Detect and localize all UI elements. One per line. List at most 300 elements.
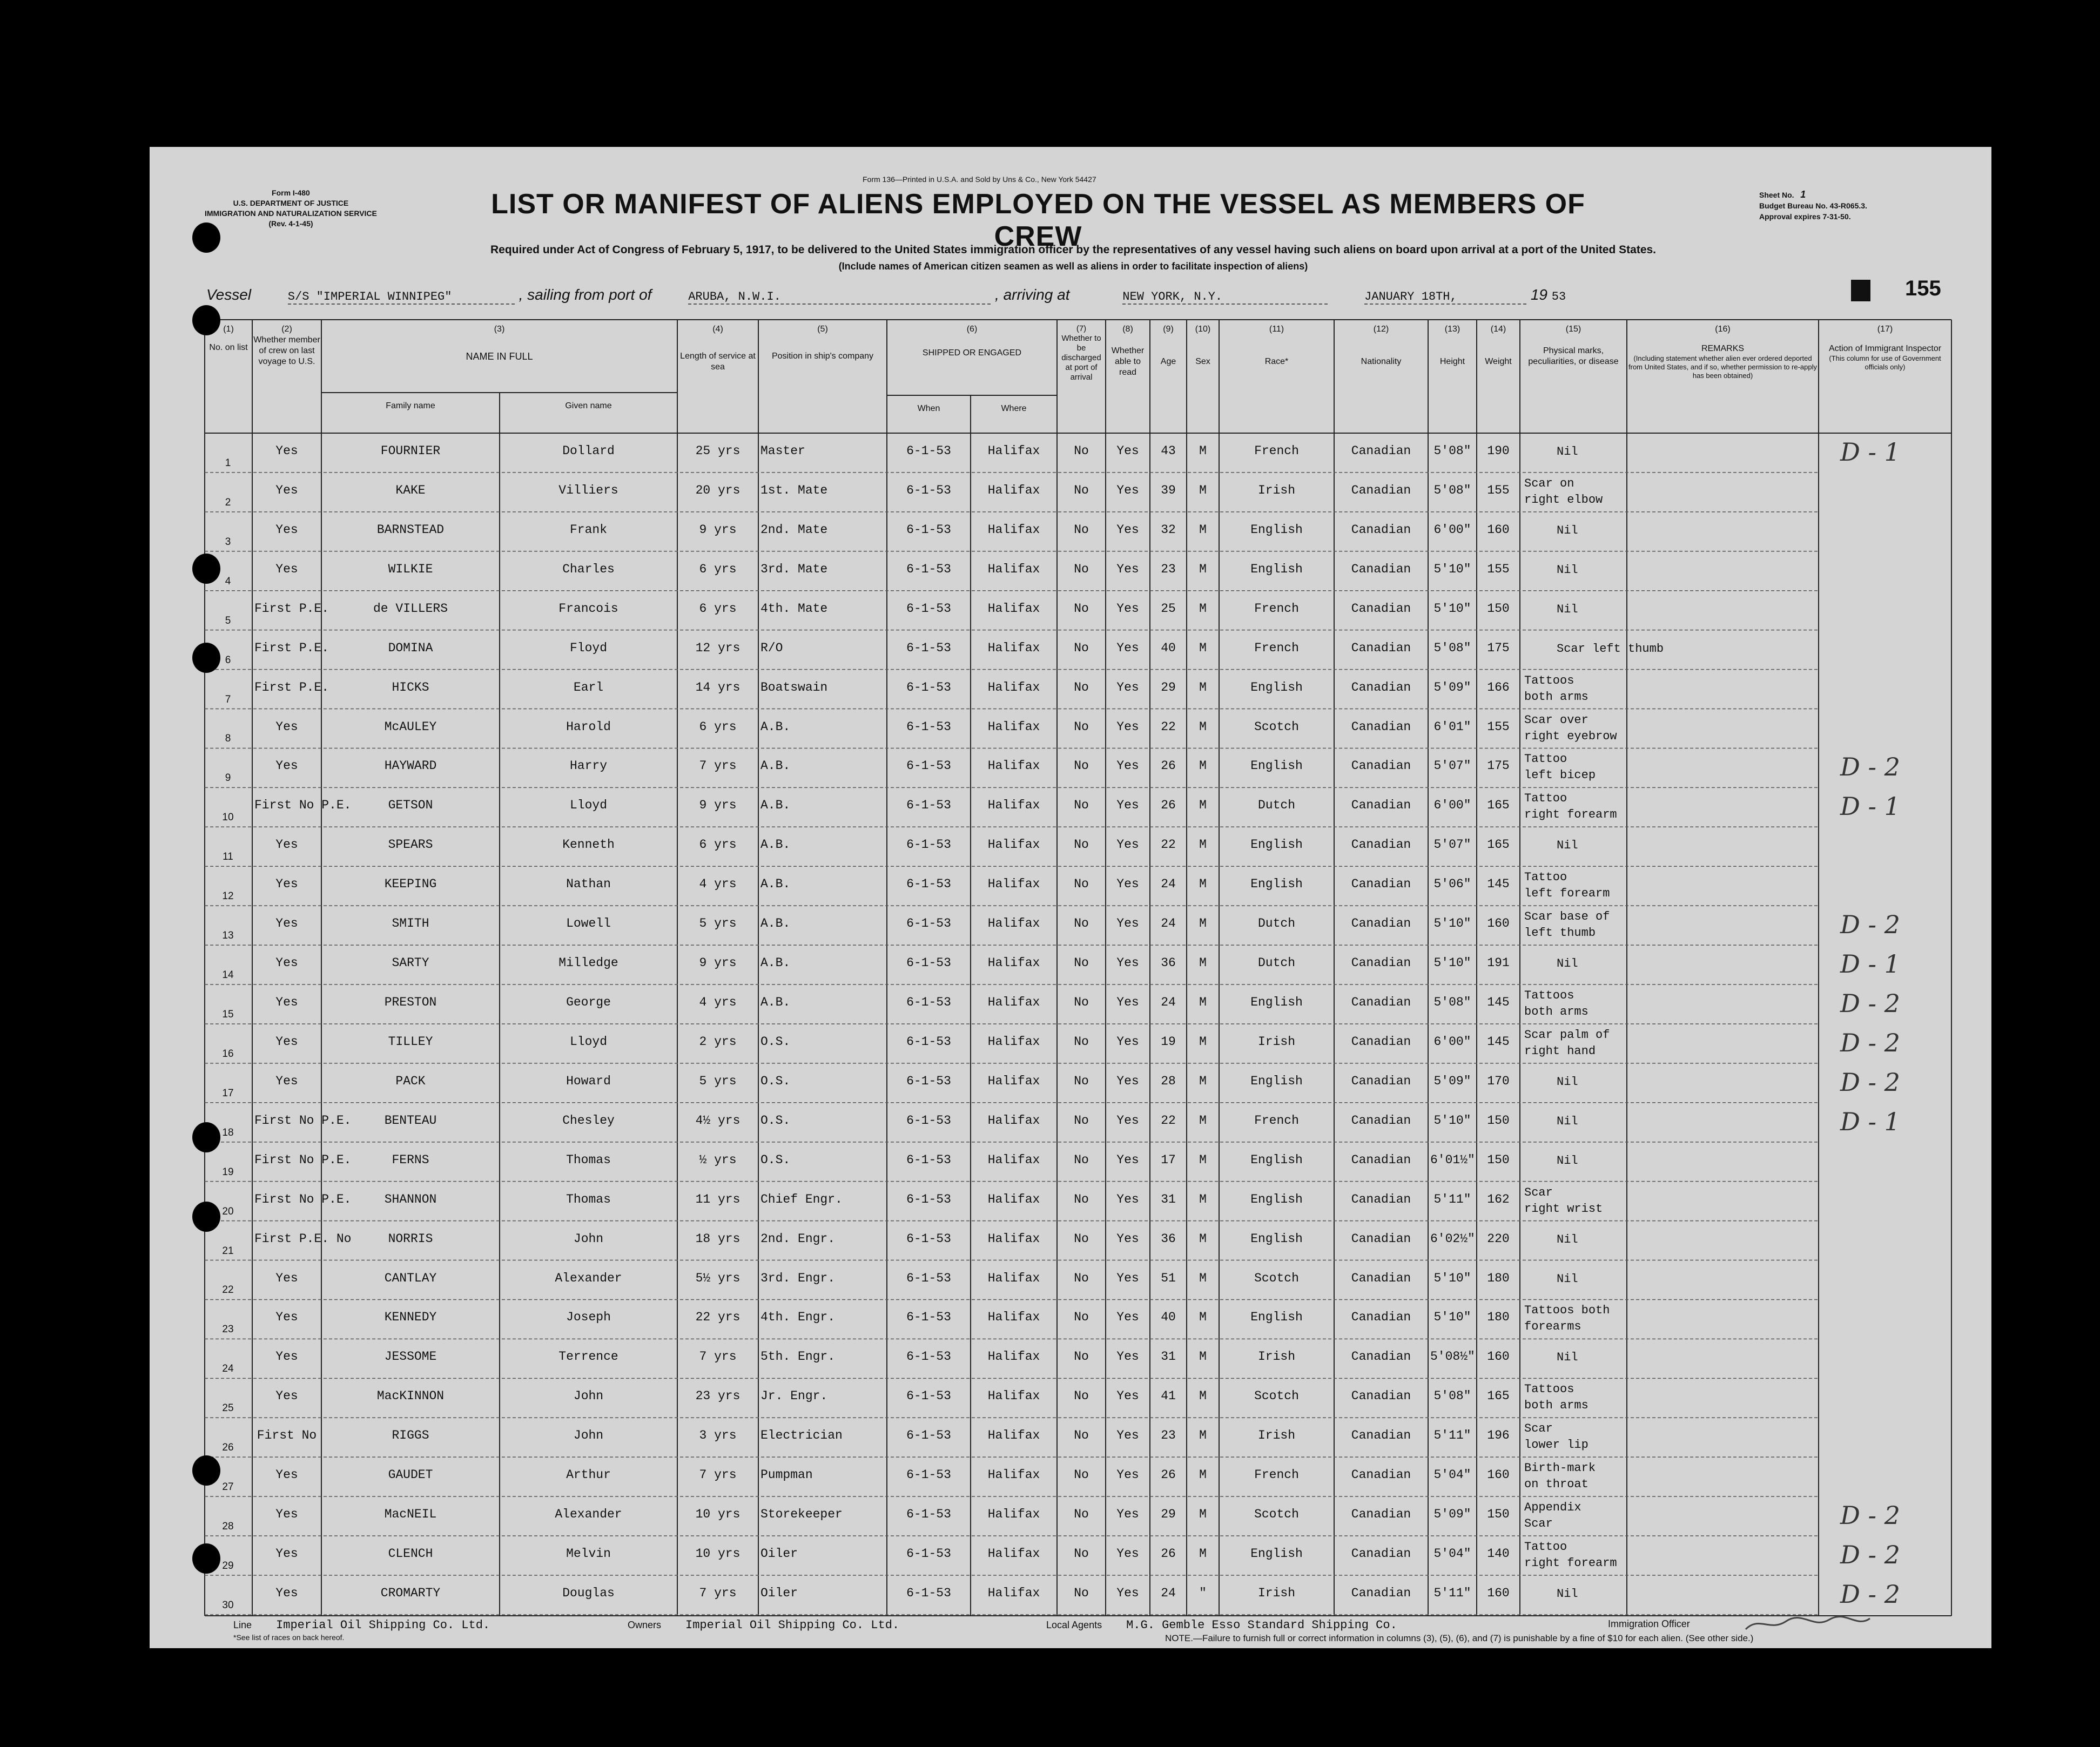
physical-marks-line: both arms bbox=[1524, 1399, 1589, 1413]
position-cell: A.B. bbox=[760, 877, 791, 892]
weight-cell: 190 bbox=[1487, 444, 1510, 458]
weight-cell: 170 bbox=[1487, 1074, 1510, 1088]
inspector-action-cell: D - 1 bbox=[1840, 792, 1900, 821]
sex-cell: M bbox=[1199, 1192, 1207, 1206]
shipped-when-cell: 6-1-53 bbox=[906, 1428, 951, 1443]
position-cell: A.B. bbox=[760, 916, 791, 931]
physical-marks-line: right eyebrow bbox=[1524, 729, 1617, 743]
shipped-where-cell: Halifax bbox=[987, 601, 1040, 616]
physical-marks-cell bbox=[1524, 523, 1848, 539]
shipped-where-header: Where bbox=[1001, 404, 1027, 413]
physical-marks-line: Nil bbox=[1557, 957, 1578, 971]
shipped-where-cell: Halifax bbox=[987, 995, 1040, 1010]
service-cell: 6 yrs bbox=[699, 601, 737, 616]
height-cell: 5'10" bbox=[1433, 1113, 1471, 1128]
physical-marks-cell bbox=[1524, 673, 1816, 705]
physical-marks-line: Tattoos bbox=[1524, 989, 1574, 1003]
service-cell: 11 yrs bbox=[695, 1192, 741, 1206]
height-cell: 5'04" bbox=[1433, 1468, 1471, 1482]
read-cell: Yes bbox=[1116, 1192, 1139, 1206]
discharge-cell: No bbox=[1074, 798, 1089, 813]
family-name-cell: WILKIE bbox=[388, 562, 433, 576]
given-name-cell: John bbox=[573, 1389, 604, 1404]
col-12-label: Nationality bbox=[1361, 357, 1402, 366]
weight-cell: 145 bbox=[1487, 1034, 1510, 1049]
col-17-label: Action of Immigrant Inspector bbox=[1828, 344, 1942, 353]
race-cell: English bbox=[1250, 1310, 1303, 1325]
physical-marks-cell bbox=[1524, 1232, 1848, 1248]
shipped-where-cell: Halifax bbox=[987, 1152, 1040, 1167]
col-16-label: REMARKS bbox=[1701, 344, 1745, 353]
race-cell: Irish bbox=[1257, 1034, 1295, 1049]
family-name-cell: PRESTON bbox=[384, 995, 437, 1010]
sex-cell: M bbox=[1199, 1428, 1207, 1443]
discharge-cell: No bbox=[1074, 719, 1089, 734]
position-cell: Master bbox=[760, 444, 805, 458]
weight-cell: 191 bbox=[1487, 956, 1510, 970]
nationality-cell: Canadian bbox=[1351, 1586, 1411, 1600]
member-cell: First No P.E. bbox=[254, 1192, 352, 1206]
height-cell: 5'07" bbox=[1433, 759, 1471, 773]
shipped-where-cell: Halifax bbox=[987, 759, 1040, 773]
shipped-when-cell: 6-1-53 bbox=[906, 1468, 951, 1482]
service-cell: 7 yrs bbox=[699, 1468, 737, 1482]
footer-owners bbox=[628, 1618, 899, 1632]
nationality-cell: Canadian bbox=[1351, 1389, 1411, 1404]
physical-marks-cell bbox=[1524, 1153, 1848, 1169]
punch-hole bbox=[192, 554, 220, 584]
read-cell: Yes bbox=[1116, 562, 1139, 576]
given-name-cell: John bbox=[573, 1428, 604, 1443]
discharge-cell: No bbox=[1074, 1271, 1089, 1285]
given-name-cell: Lloyd bbox=[569, 1034, 607, 1049]
row-number: 15 bbox=[222, 1008, 234, 1020]
member-cell: Yes bbox=[275, 759, 298, 773]
service-cell: 4 yrs bbox=[699, 877, 737, 892]
col-10-number: (10) bbox=[1195, 325, 1211, 334]
discharge-cell: No bbox=[1074, 1034, 1089, 1049]
service-cell: 9 yrs bbox=[699, 522, 737, 537]
physical-marks-cell bbox=[1524, 791, 1816, 823]
physical-marks-line: Tattoo bbox=[1524, 1540, 1567, 1554]
requirement-note: (Include names of American citizen seamen as well as aliens in order to facilitate inspection of aliens) bbox=[838, 261, 1308, 272]
arriving-label: , arriving at bbox=[995, 286, 1070, 303]
position-cell: A.B. bbox=[760, 798, 791, 813]
read-cell: Yes bbox=[1116, 522, 1139, 537]
col-3-header bbox=[321, 324, 677, 362]
given-name-header: Given name bbox=[565, 401, 612, 410]
sex-cell: M bbox=[1199, 1152, 1207, 1167]
member-cell: Yes bbox=[275, 562, 298, 576]
given-name-cell: Terrence bbox=[558, 1350, 618, 1364]
shipped-where-cell: Halifax bbox=[987, 1507, 1040, 1522]
col-3-number: (3) bbox=[494, 325, 505, 334]
shipped-where-cell: Halifax bbox=[987, 680, 1040, 694]
race-cell: Irish bbox=[1257, 1586, 1295, 1600]
col-1-label: No. on list bbox=[209, 343, 248, 352]
physical-marks-line: right wrist bbox=[1524, 1202, 1603, 1216]
sailing-label: , sailing from port of bbox=[519, 286, 652, 303]
weight-cell: 160 bbox=[1487, 1586, 1510, 1600]
col-9-label: Age bbox=[1160, 357, 1176, 366]
age-cell: 22 bbox=[1161, 719, 1176, 734]
given-name-cell: Harold bbox=[566, 719, 611, 734]
agents-value: M.G. Gemble Esso Standard Shipping Co. bbox=[1126, 1618, 1397, 1632]
shipped-where-cell: Halifax bbox=[987, 522, 1040, 537]
height-cell: 5'06" bbox=[1433, 877, 1471, 892]
height-cell: 6'01" bbox=[1433, 719, 1471, 734]
member-cell: First P.E. bbox=[254, 601, 329, 616]
shipped-where-cell: Halifax bbox=[987, 719, 1040, 734]
given-name-cell: Frank bbox=[569, 522, 607, 537]
member-cell: First P.E. No bbox=[254, 1231, 352, 1246]
nationality-cell: Canadian bbox=[1351, 719, 1411, 734]
discharge-cell: No bbox=[1074, 1468, 1089, 1482]
discharge-cell: No bbox=[1074, 562, 1089, 576]
given-name-cell: Melvin bbox=[566, 1547, 611, 1561]
shipped-where-cell: Halifax bbox=[987, 1547, 1040, 1561]
weight-cell: 160 bbox=[1487, 916, 1510, 931]
shipped-when-cell: 6-1-53 bbox=[906, 995, 951, 1010]
height-cell: 5'08" bbox=[1433, 1389, 1471, 1404]
sex-cell: M bbox=[1199, 640, 1207, 655]
physical-marks-cell bbox=[1524, 1586, 1848, 1602]
physical-marks-line: Tattoo bbox=[1524, 792, 1567, 806]
col-2-number: (2) bbox=[281, 325, 292, 334]
position-cell: Electrician bbox=[760, 1428, 843, 1443]
row-number: 22 bbox=[222, 1284, 234, 1296]
service-cell: 20 yrs bbox=[695, 483, 741, 497]
row-number: 27 bbox=[222, 1481, 234, 1493]
service-cell: 18 yrs bbox=[695, 1231, 741, 1246]
family-name-cell: SHANNON bbox=[384, 1192, 437, 1206]
physical-marks-cell bbox=[1524, 1114, 1848, 1130]
age-cell: 24 bbox=[1161, 995, 1176, 1010]
shipped-where-cell: Halifax bbox=[987, 956, 1040, 970]
physical-marks-line: both arms bbox=[1524, 1005, 1589, 1019]
given-name-cell: John bbox=[573, 1231, 604, 1246]
member-cell: Yes bbox=[275, 1074, 298, 1088]
weight-cell: 140 bbox=[1487, 1547, 1510, 1561]
service-cell: 12 yrs bbox=[695, 640, 741, 655]
physical-marks-line: left forearm bbox=[1524, 887, 1610, 901]
race-cell: French bbox=[1254, 601, 1299, 616]
family-name-cell: CANTLAY bbox=[384, 1271, 437, 1285]
race-cell: English bbox=[1250, 1074, 1303, 1088]
shipped-where-cell: Halifax bbox=[987, 1586, 1040, 1600]
given-name-cell: Thomas bbox=[566, 1192, 611, 1206]
approval-expiry: Approval expires 7-31-50. bbox=[1759, 212, 1851, 221]
shipped-when-cell: 6-1-53 bbox=[906, 1152, 951, 1167]
row-number: 25 bbox=[222, 1402, 234, 1414]
physical-marks-line: Scar bbox=[1524, 1517, 1553, 1531]
age-cell: 24 bbox=[1161, 1586, 1176, 1600]
row-number: 10 bbox=[222, 812, 234, 824]
inspector-action-cell: D - 2 bbox=[1840, 752, 1900, 782]
height-cell: 5'08" bbox=[1433, 640, 1471, 655]
owners-value: Imperial Oil Shipping Co. Ltd. bbox=[685, 1618, 900, 1632]
family-name-cell: CLENCH bbox=[388, 1547, 433, 1561]
row-number: 24 bbox=[222, 1363, 234, 1375]
service-cell: 25 yrs bbox=[695, 444, 741, 458]
position-cell: 3rd. Engr. bbox=[760, 1271, 836, 1285]
nationality-cell: Canadian bbox=[1351, 1034, 1411, 1049]
row-number: 17 bbox=[222, 1087, 234, 1099]
race-cell: French bbox=[1254, 640, 1299, 655]
family-name-cell: de VILLERS bbox=[373, 601, 448, 616]
physical-marks-cell bbox=[1524, 751, 1816, 784]
shipped-when-cell: 6-1-53 bbox=[906, 1034, 951, 1049]
family-name-cell: GAUDET bbox=[388, 1468, 433, 1482]
sex-cell: M bbox=[1199, 1389, 1207, 1404]
sex-cell: M bbox=[1199, 1310, 1207, 1325]
race-cell: English bbox=[1250, 877, 1303, 892]
col-15-label: Physical marks, peculiarities, or disease bbox=[1528, 346, 1619, 366]
family-name-cell: SPEARS bbox=[388, 838, 433, 852]
sex-cell: M bbox=[1199, 916, 1207, 931]
col-2-label: Whether member of crew on last voyage to U.S. bbox=[253, 335, 320, 366]
service-cell: 9 yrs bbox=[699, 956, 737, 970]
nationality-cell: Canadian bbox=[1351, 838, 1411, 852]
physical-marks-line: Scar left thumb bbox=[1557, 642, 1664, 656]
agents-label: Local Agents bbox=[1046, 1620, 1102, 1630]
position-cell: O.S. bbox=[760, 1152, 791, 1167]
sex-cell: M bbox=[1199, 798, 1207, 813]
service-cell: 5 yrs bbox=[699, 916, 737, 931]
row-number: 6 bbox=[225, 654, 231, 666]
nationality-cell: Canadian bbox=[1351, 995, 1411, 1010]
given-name-cell: Lowell bbox=[566, 916, 611, 931]
discharge-cell: No bbox=[1074, 956, 1089, 970]
punch-hole bbox=[192, 1202, 220, 1232]
physical-marks-line: Appendix bbox=[1524, 1501, 1581, 1515]
col-4-number: (4) bbox=[712, 325, 723, 334]
col-7-label: Whether to be discharged at port of arrival bbox=[1061, 334, 1101, 382]
read-cell: Yes bbox=[1116, 444, 1139, 458]
discharge-cell: No bbox=[1074, 1428, 1089, 1443]
weight-cell: 150 bbox=[1487, 1113, 1510, 1128]
sex-cell: M bbox=[1199, 1547, 1207, 1561]
nationality-cell: Canadian bbox=[1351, 916, 1411, 931]
shipped-where-cell: Halifax bbox=[987, 1271, 1040, 1285]
col-11-header bbox=[1219, 324, 1334, 367]
height-cell: 5'10" bbox=[1433, 562, 1471, 576]
service-cell: 14 yrs bbox=[695, 680, 741, 694]
given-name-cell: Howard bbox=[566, 1074, 611, 1088]
physical-marks-line: Tattoos bbox=[1524, 1382, 1574, 1397]
nationality-cell: Canadian bbox=[1351, 562, 1411, 576]
discharge-cell: No bbox=[1074, 1074, 1089, 1088]
sex-cell: M bbox=[1199, 1507, 1207, 1522]
physical-marks-cell bbox=[1524, 1303, 1816, 1335]
physical-marks-line: Nil bbox=[1557, 1587, 1578, 1601]
line-label: Line bbox=[233, 1620, 252, 1630]
shipped-where-cell: Halifax bbox=[987, 640, 1040, 655]
service-cell: 6 yrs bbox=[699, 838, 737, 852]
physical-marks-cell bbox=[1524, 444, 1848, 460]
service-cell: 7 yrs bbox=[699, 759, 737, 773]
row-number: 30 bbox=[222, 1599, 234, 1611]
discharge-cell: No bbox=[1074, 1231, 1089, 1246]
given-name-cell: Francois bbox=[558, 601, 618, 616]
service-cell: 9 yrs bbox=[699, 798, 737, 813]
age-cell: 26 bbox=[1161, 1547, 1176, 1561]
inspector-action-cell: D - 2 bbox=[1840, 1501, 1900, 1530]
age-cell: 23 bbox=[1161, 562, 1176, 576]
age-cell: 31 bbox=[1161, 1350, 1176, 1364]
requirement-statement: Required under Act of Congress of February 5, 1917, to be delivered to the United States immigration officer by the representatives of any vessel having such aliens on board upon arrival at a port of the United States. bbox=[490, 244, 1657, 256]
read-cell: Yes bbox=[1116, 1586, 1139, 1600]
weight-cell: 150 bbox=[1487, 601, 1510, 616]
height-cell: 5'11" bbox=[1433, 1192, 1471, 1206]
position-cell: 4th. Mate bbox=[760, 601, 828, 616]
sex-cell: M bbox=[1199, 956, 1207, 970]
race-cell: Dutch bbox=[1257, 798, 1295, 813]
given-name-cell: Alexander bbox=[555, 1271, 622, 1285]
physical-marks-cell bbox=[1524, 1271, 1848, 1287]
col-9-header bbox=[1150, 324, 1187, 367]
age-cell: 32 bbox=[1161, 522, 1176, 537]
discharge-cell: No bbox=[1074, 1507, 1089, 1522]
physical-marks-line: Tattoo bbox=[1524, 871, 1567, 885]
shipped-when-cell: 6-1-53 bbox=[906, 640, 951, 655]
read-cell: Yes bbox=[1116, 1547, 1139, 1561]
shipped-when-cell: 6-1-53 bbox=[906, 1231, 951, 1246]
sex-cell: M bbox=[1199, 1231, 1207, 1246]
read-cell: Yes bbox=[1116, 1271, 1139, 1285]
member-cell: Yes bbox=[275, 719, 298, 734]
race-cell: English bbox=[1250, 680, 1303, 694]
physical-marks-cell bbox=[1524, 988, 1816, 1020]
race-cell: English bbox=[1250, 1231, 1303, 1246]
weight-cell: 162 bbox=[1487, 1192, 1510, 1206]
row-number: 9 bbox=[225, 772, 231, 784]
discharge-cell: No bbox=[1074, 1350, 1089, 1364]
col-3-label: NAME IN FULL bbox=[466, 351, 533, 362]
read-cell: Yes bbox=[1116, 1074, 1139, 1088]
nationality-cell: Canadian bbox=[1351, 1113, 1411, 1128]
shipped-when-cell: 6-1-53 bbox=[906, 601, 951, 616]
punch-hole bbox=[192, 1122, 220, 1152]
weight-cell: 175 bbox=[1487, 640, 1510, 655]
physical-marks-line: Birth-mark bbox=[1524, 1461, 1596, 1475]
read-cell: Yes bbox=[1116, 1310, 1139, 1325]
inspector-action-cell: D - 1 bbox=[1840, 949, 1900, 979]
age-cell: 51 bbox=[1161, 1271, 1176, 1285]
height-cell: 5'08½" bbox=[1430, 1350, 1475, 1364]
shipped-when-cell: 6-1-53 bbox=[906, 562, 951, 576]
read-cell: Yes bbox=[1116, 1468, 1139, 1482]
given-name-cell: Villiers bbox=[558, 483, 618, 497]
discharge-cell: No bbox=[1074, 1586, 1089, 1600]
height-cell: 5'09" bbox=[1433, 1074, 1471, 1088]
position-cell: A.B. bbox=[760, 719, 791, 734]
position-cell: Jr. Engr. bbox=[760, 1389, 828, 1404]
shipped-where-cell: Halifax bbox=[987, 1428, 1040, 1443]
service-cell: 10 yrs bbox=[695, 1507, 741, 1522]
family-name-cell: KAKE bbox=[395, 483, 426, 497]
height-cell: 5'10" bbox=[1433, 916, 1471, 931]
service-cell: 6 yrs bbox=[699, 562, 737, 576]
read-cell: Yes bbox=[1116, 956, 1139, 970]
shipped-where-cell: Halifax bbox=[987, 483, 1040, 497]
sex-cell: M bbox=[1199, 1034, 1207, 1049]
shipped-when-cell: 6-1-53 bbox=[906, 444, 951, 458]
nationality-cell: Canadian bbox=[1351, 1192, 1411, 1206]
family-name-cell: HAYWARD bbox=[384, 759, 437, 773]
nationality-cell: Canadian bbox=[1351, 1468, 1411, 1482]
race-cell: English bbox=[1250, 1192, 1303, 1206]
read-cell: Yes bbox=[1116, 759, 1139, 773]
shipped-when-cell: 6-1-53 bbox=[906, 719, 951, 734]
shipped-when-cell: 6-1-53 bbox=[906, 798, 951, 813]
weight-cell: 155 bbox=[1487, 483, 1510, 497]
family-name-cell: MacNEIL bbox=[384, 1507, 437, 1522]
inspector-action-cell: D - 2 bbox=[1840, 989, 1900, 1018]
shipped-when-cell: 6-1-53 bbox=[906, 1113, 951, 1128]
race-cell: Scotch bbox=[1254, 1271, 1299, 1285]
position-cell: Storekeeper bbox=[760, 1507, 843, 1522]
position-cell: A.B. bbox=[760, 956, 791, 970]
height-cell: 6'00" bbox=[1433, 1034, 1471, 1049]
budget-number: Budget Bureau No. 43-R065.3. bbox=[1759, 201, 1867, 210]
weight-cell: 165 bbox=[1487, 798, 1510, 813]
age-cell: 26 bbox=[1161, 798, 1176, 813]
shipped-where-cell: Halifax bbox=[987, 877, 1040, 892]
family-name-cell: BARNSTEAD bbox=[376, 522, 445, 537]
family-name-cell: DOMINA bbox=[388, 640, 433, 655]
member-cell: Yes bbox=[275, 1507, 298, 1522]
col-11-number: (11) bbox=[1269, 325, 1284, 334]
penalty-note: NOTE.—Failure to furnish full or correct information in columns (3), (5), (6), and (7) is punishable by a fine of $10 for each alien. (See other side.) bbox=[1165, 1633, 1754, 1643]
shipped-when-cell: 6-1-53 bbox=[906, 1350, 951, 1364]
given-name-cell: Harry bbox=[569, 759, 607, 773]
discharge-cell: No bbox=[1074, 1389, 1089, 1404]
weight-cell: 160 bbox=[1487, 1350, 1510, 1364]
given-name-cell: Joseph bbox=[566, 1310, 611, 1325]
height-cell: 6'02½" bbox=[1430, 1231, 1475, 1246]
family-name-cell: BENTEAU bbox=[384, 1113, 437, 1128]
nationality-cell: Canadian bbox=[1351, 759, 1411, 773]
family-name-header: Family name bbox=[386, 401, 435, 410]
read-cell: Yes bbox=[1116, 1507, 1139, 1522]
col-1-number: (1) bbox=[223, 325, 234, 334]
height-cell: 6'00" bbox=[1433, 522, 1471, 537]
given-name-cell: Dollard bbox=[562, 444, 615, 458]
read-cell: Yes bbox=[1116, 483, 1139, 497]
family-name-cell: CROMARTY bbox=[380, 1586, 441, 1600]
height-cell: 5'10" bbox=[1433, 1271, 1471, 1285]
read-cell: Yes bbox=[1116, 601, 1139, 616]
physical-marks-cell bbox=[1524, 1539, 1816, 1571]
service-cell: 6 yrs bbox=[699, 719, 737, 734]
shipped-where-cell: Halifax bbox=[987, 1192, 1040, 1206]
row-number: 5 bbox=[225, 615, 231, 626]
height-cell: 5'08" bbox=[1433, 995, 1471, 1010]
age-cell: 22 bbox=[1161, 838, 1176, 852]
weight-cell: 145 bbox=[1487, 995, 1510, 1010]
read-cell: Yes bbox=[1116, 1350, 1139, 1364]
nationality-cell: Canadian bbox=[1351, 1271, 1411, 1285]
physical-marks-line: left thumb bbox=[1524, 926, 1596, 940]
height-cell: 5'10" bbox=[1433, 956, 1471, 970]
row-number: 7 bbox=[225, 693, 231, 705]
weight-cell: 145 bbox=[1487, 877, 1510, 892]
printer-note: Form 136—Printed in U.S.A. and Sold by Uns & Co., New York 54427 bbox=[863, 175, 1096, 184]
vessel-label: Vessel bbox=[206, 286, 252, 303]
physical-marks-cell bbox=[1524, 641, 1848, 657]
col-8-number: (8) bbox=[1122, 325, 1133, 334]
